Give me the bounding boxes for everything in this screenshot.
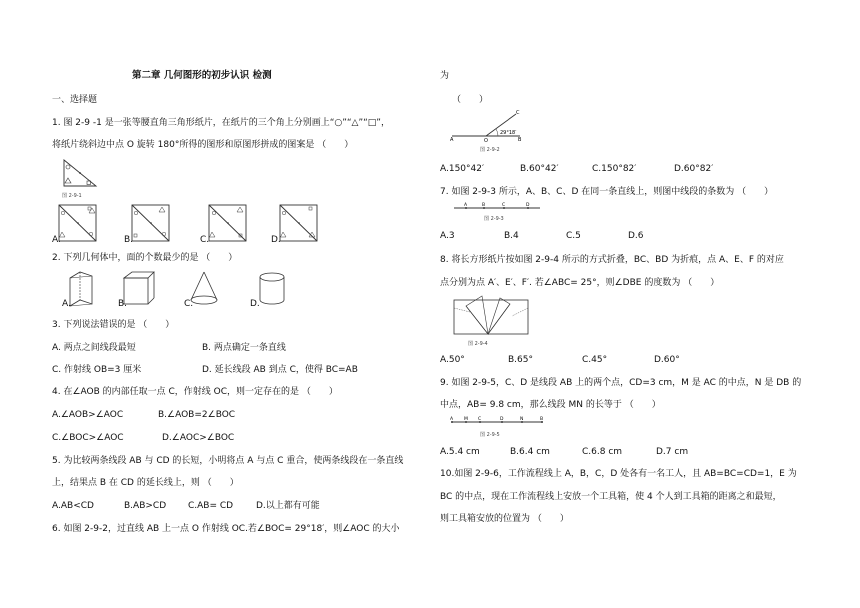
q7-option-b: B.4	[504, 231, 519, 241]
svg-text:A: A	[450, 417, 454, 422]
q8-figure	[452, 294, 532, 340]
q2-text: 2. 下列几何体中，面的个数最少的是 （ ）	[52, 253, 238, 263]
q7-figure	[452, 202, 542, 216]
q10-line3: 则工具箱安放的位置为 （ ）	[440, 514, 569, 524]
q6-option-b: B.60°42′	[520, 164, 559, 174]
q9-option-d: D.7 cm	[656, 447, 689, 457]
q1-option-d-label: D.	[271, 235, 281, 245]
q1-option-d-figure	[279, 204, 319, 242]
svg-text:A: A	[450, 137, 454, 143]
q10-line2: BC 的中点，现在工作流程线上安放一个工具箱，使 4 个人到工具箱的距离之和最短，	[440, 492, 782, 502]
q6-line2: 为	[440, 71, 450, 81]
q4-option-d: D.∠AOC>∠BOC	[162, 433, 235, 443]
q2-option-c-label: C.	[184, 299, 194, 309]
q8-option-b: B.65°	[508, 355, 533, 365]
q9-option-c: C.6.8 cm	[582, 447, 623, 457]
q1-figure-triangle	[60, 158, 104, 188]
q1-line2: 将纸片绕斜边中点 O 旋转 180°所得的图形和原图形拼成的图案是 （ ）	[52, 140, 354, 150]
q8-figure-caption: 图 2-9-4	[468, 341, 488, 347]
q6-answer-blank: （ ）	[452, 95, 489, 105]
q4-option-a: A.∠AOB>∠AOC	[52, 410, 124, 420]
q10-line1: 10.如图 2-9-6，工作流程线上 A，B，C，D 处各有一名工人，且 AB=BC=CD=1，E 为	[440, 469, 797, 479]
q7-text: 7. 如图 2-9-3 所示，A、B、C、D 在同一条直线上，则图中线段的条数为 （ ）	[440, 187, 774, 197]
svg-text:M: M	[464, 417, 468, 422]
q1-option-a-figure	[58, 204, 98, 242]
q1-option-b-figure	[131, 204, 171, 242]
svg-text:B: B	[482, 203, 486, 208]
q6-option-a: A.150°42′	[440, 164, 485, 174]
q7-figure-caption: 图 2-9-3	[484, 216, 504, 222]
q1-option-b-label: B.	[124, 235, 134, 245]
q3-option-c: C. 作射线 OB=3 厘米	[52, 365, 142, 375]
svg-text:B: B	[518, 137, 522, 143]
section-heading: 一、选择题	[52, 95, 98, 105]
q1-option-c-figure	[208, 204, 248, 242]
svg-text:C: C	[516, 110, 520, 116]
svg-text:N: N	[520, 417, 524, 422]
q8-option-a: A.50°	[440, 355, 465, 365]
page-title: 第二章 几何图形的初步认识 检测	[132, 70, 272, 81]
q2-option-a-label: A.	[62, 299, 71, 309]
q3-option-d: D. 延长线段 AB 到点 C，使得 BC=AB	[202, 365, 358, 375]
q6-figure-angle: 29°18′	[500, 130, 517, 136]
q8-option-c: C.45°	[582, 355, 608, 365]
q9-figure-caption: 图 2-9-5	[480, 432, 500, 438]
q2-option-c-cone	[188, 270, 224, 310]
q2-option-d-label: D.	[250, 299, 260, 309]
q6-figure	[450, 108, 530, 142]
q5-line1: 5. 为比较两条线段 AB 与 CD 的长短，小明将点 A 与点 C 重合，使两条线段在一条直线	[52, 456, 404, 466]
q2-option-a-prism	[68, 270, 102, 310]
q2-option-b-cube	[122, 270, 158, 310]
q9-line1: 9. 如图 2-9-5，C、D 是线段 AB 上的两个点，CD=3 cm，M 是 AC 的中点，N 是 DB 的	[440, 378, 802, 388]
q6-option-c: C.150°82′	[592, 164, 637, 174]
q6-option-d: D.60°82′	[674, 164, 714, 174]
q5-option-a: A.AB<CD	[52, 501, 94, 511]
q3-option-b: B. 两点确定一条直线	[202, 343, 286, 353]
q1-option-a-label: A.	[52, 235, 61, 245]
q9-figure	[450, 416, 546, 430]
q5-option-c: C.AB= CD	[188, 501, 234, 511]
q5-option-d: D.以上都有可能	[256, 501, 320, 511]
q8-line1: 8. 将长方形纸片按如图 2-9-4 所示的方式折叠，BC、BD 为折痕，点 A、E、F 的对应	[440, 255, 784, 265]
q5-option-b: B.AB>CD	[124, 501, 167, 511]
q2-option-d-cylinder	[258, 270, 292, 310]
svg-text:O: O	[484, 138, 488, 144]
q7-option-a: A.3	[440, 231, 455, 241]
svg-text:C: C	[502, 203, 506, 208]
q9-line2: 中点，AB= 9.8 cm，那么线段 MN 的长等于 （ ）	[440, 400, 661, 410]
svg-text:A: A	[464, 203, 468, 208]
q1-figure-caption: 图 2-9-1	[62, 193, 82, 199]
q4-text: 4. 在∠AOB 的内部任取一点 C，作射线 OC，则一定存在的是 （ ）	[52, 387, 338, 397]
q4-option-c: C.∠BOC>∠AOC	[52, 433, 124, 443]
q7-option-d: D.6	[628, 231, 644, 241]
q5-line2: 上，结果点 B 在 CD 的延长线上，则 （ ）	[52, 478, 239, 488]
svg-text:C: C	[478, 417, 482, 422]
q1-line1: 1. 图 2-9 -1 是一张等腰直角三角形纸片，在纸片的三个角上分别画上“○”“△”“□”，	[52, 118, 390, 128]
q6-figure-caption: 图 2-9-2	[480, 147, 500, 153]
q8-line2: 点分别为点 A′、E′、F′. 若∠ABC= 25°，则∠DBE 的度数为 （ ）	[440, 278, 720, 288]
svg-text:B: B	[540, 417, 544, 422]
svg-text:D: D	[526, 203, 530, 208]
q3-option-a: A. 两点之间线段最短	[52, 343, 136, 353]
q9-option-b: B.6.4 cm	[510, 447, 550, 457]
q2-option-b-label: B.	[118, 299, 128, 309]
q4-option-b: B.∠AOB=2∠BOC	[158, 410, 236, 420]
q6-line1: 6. 如图 2-9-2，过直线 AB 上一点 O 作射线 OC.若∠BOC= 29°18′，则∠AOC 的大小	[52, 524, 400, 534]
q3-text: 3. 下列说法错误的是 （ ）	[52, 320, 175, 330]
svg-text:D: D	[500, 417, 504, 422]
q7-option-c: C.5	[566, 231, 581, 241]
q9-option-a: A.5.4 cm	[440, 447, 480, 457]
q8-option-d: D.60°	[654, 355, 680, 365]
q1-option-c-label: C.	[200, 235, 210, 245]
